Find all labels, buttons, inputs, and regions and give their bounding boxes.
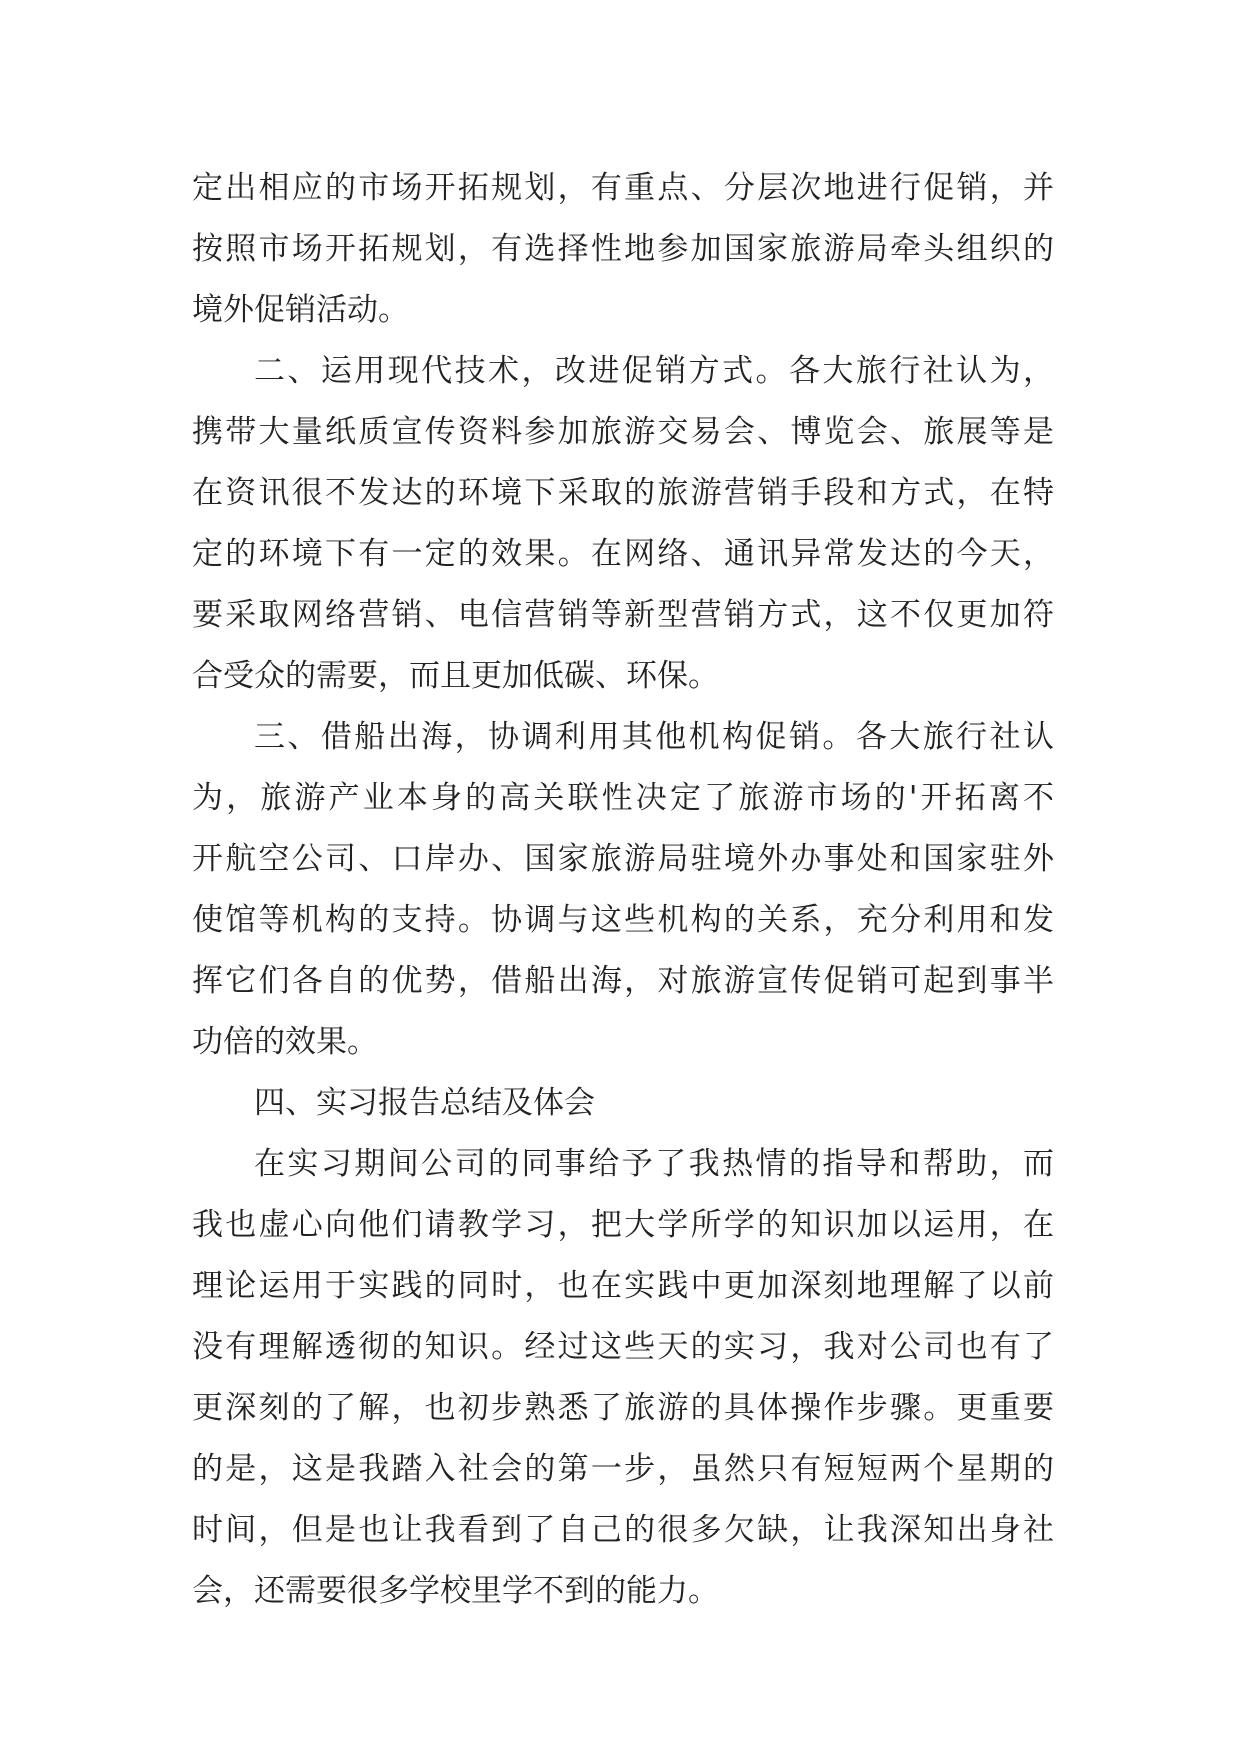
text-line: 功倍的效果。 [192,1024,378,1060]
text-line: 我也虚心向他们请教学习，把大学所学的知识加以运用，在 [192,1207,1054,1243]
text-line: 更深刻的了解，也初步熟悉了旅游的具体操作步骤。更重要 [192,1390,1054,1426]
text-line: 为，旅游产业本身的高关联性决定了旅游市场的'开拓离不 [192,780,1054,816]
text-line: 挥它们各自的优势，借船出海，对旅游宣传促销可起到事半 [192,963,1054,999]
text-line: 定出相应的市场开拓规划，有重点、分层次地进行促销，并 [192,170,1054,206]
text-line: 开航空公司、口岸办、国家旅游局驻境外办事处和国家驻外 [192,841,1054,877]
text-line: 按照市场开拓规划，有选择性地参加国家旅游局牵头组织的 [192,231,1054,267]
text-line: 在实习期间公司的同事给予了我热情的指导和帮助，而 [254,1146,1054,1182]
text-line: 的是，这是我踏入社会的第一步，虽然只有短短两个星期的 [192,1451,1054,1487]
text-line: 在资讯很不发达的环境下采取的旅游营销手段和方式，在特 [192,475,1054,511]
text-line: 定的环境下有一定的效果。在网络、通讯异常发达的今天， [192,536,1054,572]
paragraph-heading-2: 二、运用现代技术，改进促销方式。各大旅行社认为， [254,353,1054,389]
text-line: 会，还需要很多学校里学不到的能力。 [192,1573,719,1609]
text-line: 携带大量纸质宣传资料参加旅游交易会、博览会、旅展等是 [192,414,1054,450]
text-line: 要采取网络营销、电信营销等新型营销方式，这不仅更加符 [192,597,1054,633]
text-line: 境外促销活动。 [192,292,409,328]
section-heading-4: 四、实习报告总结及体会 [254,1085,595,1121]
document-body [192,158,1054,1622]
text-line: 合受众的需要，而且更加低碳、环保。 [192,658,719,694]
text-line: 使馆等机构的支持。协调与这些机构的关系，充分利用和发 [192,902,1054,938]
text-line: 时间，但是也让我看到了自己的很多欠缺，让我深知出身社 [192,1512,1054,1548]
text-line: 没有理解透彻的知识。经过这些天的实习，我对公司也有了 [192,1329,1054,1365]
paragraph-heading-3: 三、借船出海，协调利用其他机构促销。各大旅行社认 [254,719,1054,755]
text-line: 理论运用于实践的同时，也在实践中更加深刻地理解了以前 [192,1268,1054,1304]
